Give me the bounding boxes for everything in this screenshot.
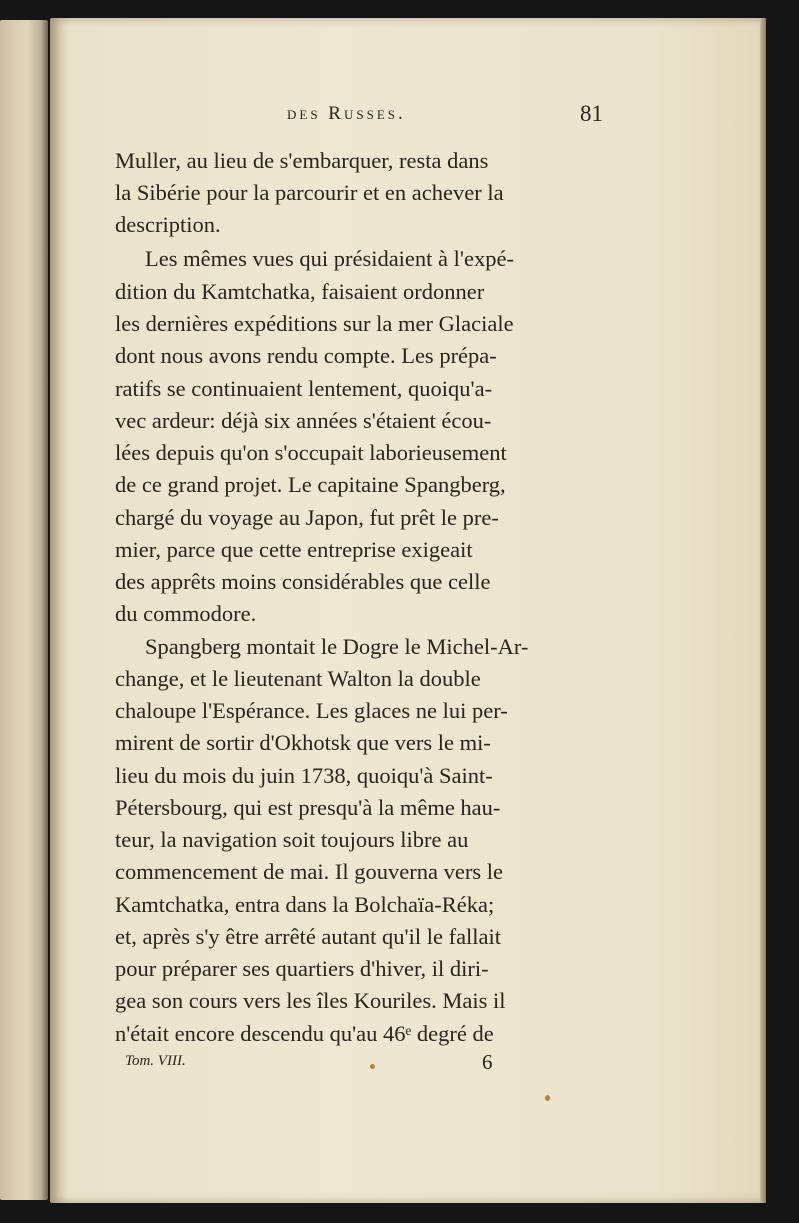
body-line: gea son cours vers les îles Kouriles. Mais il bbox=[115, 988, 506, 1013]
body-line: Les mêmes vues qui présidaient à l'expé- bbox=[145, 246, 514, 271]
gathering-signature: 6 bbox=[482, 1050, 493, 1074]
body-line: Kamtchatka, entra dans la Bolchaïa-Réka; bbox=[115, 892, 495, 917]
body-line: lées depuis qu'on s'occupait laborieusement bbox=[115, 440, 507, 465]
body-line: dition du Kamtchatka, faisaient ordonner bbox=[115, 279, 485, 304]
body-line: change, et le lieutenant Walton la double bbox=[115, 666, 481, 691]
body-line: Pétersbourg, qui est presqu'à la même hau- bbox=[115, 795, 501, 820]
body-line: teur, la navigation soit toujours libre au bbox=[115, 827, 469, 852]
body-line: des apprêts moins considérables que celle bbox=[115, 569, 491, 594]
body-line: lieu du mois du juin 1738, quoiqu'à Saint- bbox=[115, 763, 493, 788]
body-line: vec ardeur: déjà six années s'étaient écou- bbox=[115, 408, 492, 433]
body-line: les dernières expéditions sur la mer Glaciale bbox=[115, 311, 514, 336]
body-line: et, après s'y être arrêté autant qu'il le fallait bbox=[115, 924, 502, 949]
body-line: la Sibérie pour la parcourir et en achever la bbox=[115, 180, 504, 205]
body-line: pour préparer ses quartiers d'hiver, il diri- bbox=[115, 956, 489, 981]
body-line: chargé du voyage au Japon, fut prêt le pre- bbox=[115, 505, 499, 530]
body-line: n'était encore descendu qu'au 46ᵉ degré de bbox=[115, 1021, 494, 1046]
body-line: mirent de sortir d'Okhotsk que vers le mi- bbox=[115, 730, 491, 755]
facing-page-edge bbox=[0, 20, 48, 1200]
body-line: du commodore. bbox=[115, 601, 257, 626]
body-line: Spangberg montait le Dogre le Michel-Ar- bbox=[145, 634, 529, 659]
body-line: description. bbox=[115, 212, 221, 237]
body-line: dont nous avons rendu compte. Les prépa- bbox=[115, 343, 497, 368]
body-line: chaloupe l'Espérance. Les glaces ne lui per- bbox=[115, 698, 508, 723]
running-head: des Russes. bbox=[287, 103, 406, 124]
body-line: commencement de mai. Il gouverna vers le bbox=[115, 859, 503, 884]
body-line: mier, parce que cette entreprise exigeait bbox=[115, 537, 473, 562]
body-line: Muller, au lieu de s'embarquer, resta dans bbox=[115, 148, 489, 173]
body-line: ratifs se continuaient lentement, quoiqu'a- bbox=[115, 376, 493, 401]
page-fore-edge bbox=[760, 18, 766, 1203]
volume-signature: Tom. VIII. bbox=[125, 1053, 186, 1069]
foxing-spot bbox=[370, 1064, 375, 1069]
page-number: 81 bbox=[580, 101, 603, 126]
body-line: de ce grand projet. Le capitaine Spangberg, bbox=[115, 472, 506, 497]
foxing-spot bbox=[545, 1095, 550, 1101]
